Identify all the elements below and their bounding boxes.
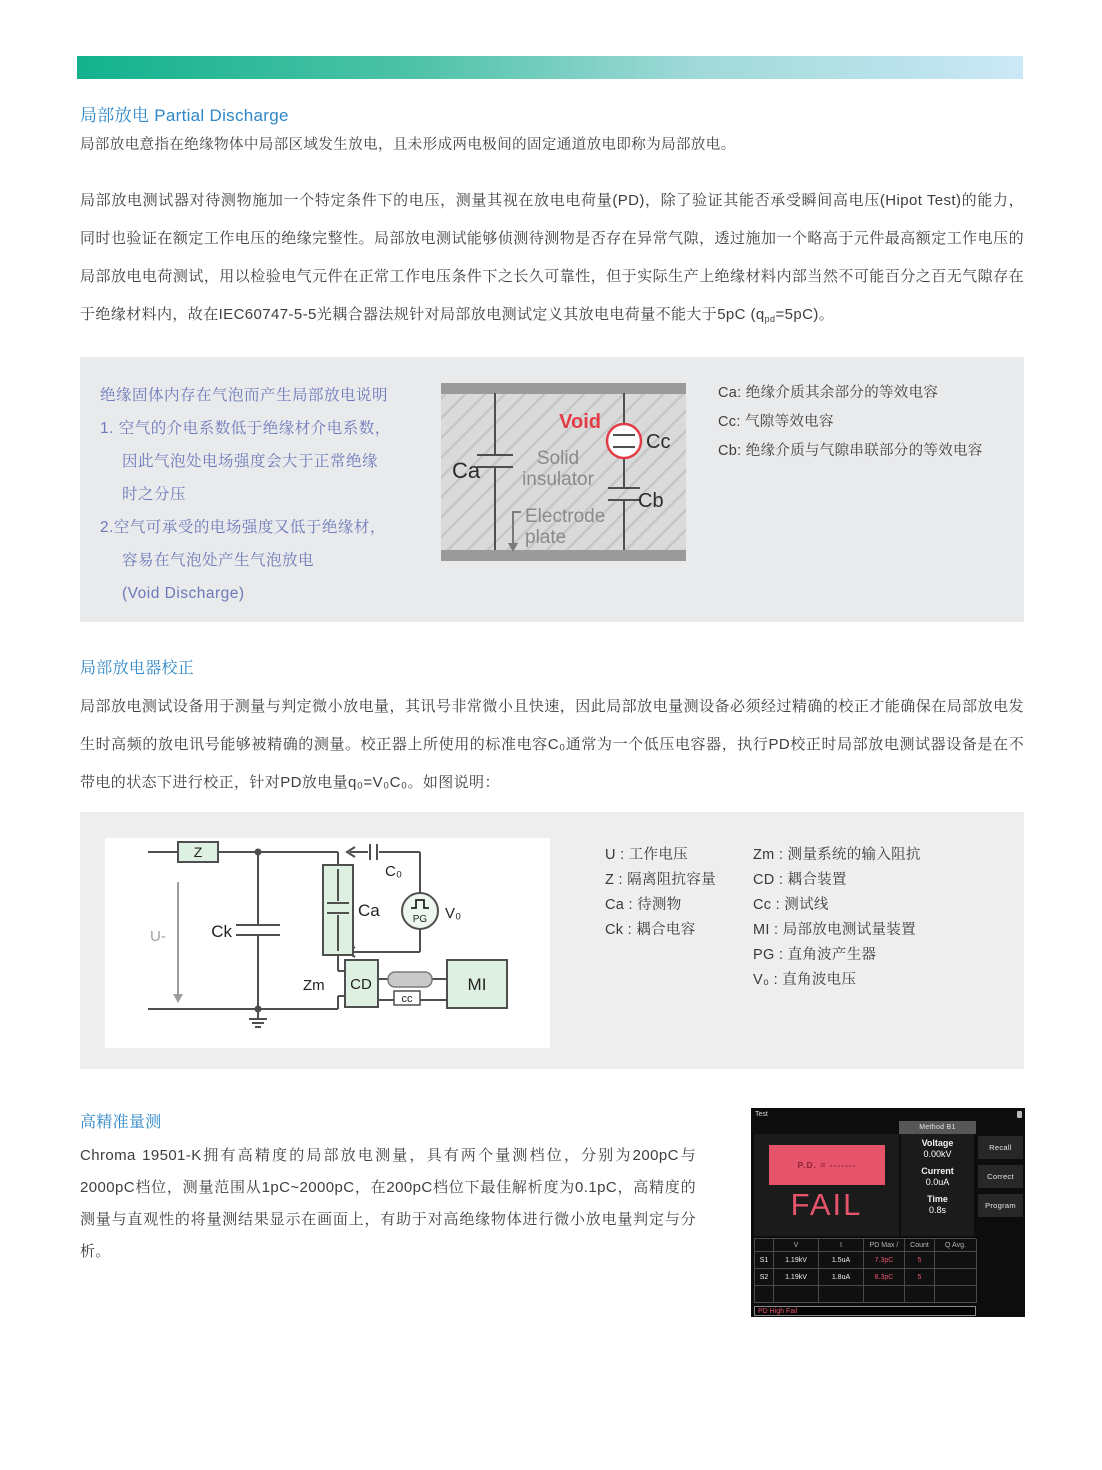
correct-button: Correct — [978, 1165, 1023, 1188]
time-readout — [927, 1194, 948, 1216]
v0-label: V₀ — [445, 905, 462, 922]
table-cell-v: 1.19kV — [774, 1252, 819, 1269]
table-cell-i: 1.8uA — [819, 1269, 864, 1286]
table-cell-count: 5 — [905, 1252, 935, 1269]
legend-line: Zm : 测量系统的输入阻抗 — [753, 847, 921, 863]
table-cell-v — [774, 1286, 819, 1303]
table-header: Count — [905, 1239, 935, 1252]
voltage-label: Voltage — [921, 1138, 954, 1148]
steps-result-table — [754, 1238, 976, 1303]
void-line: 1. 空气的介电系数低于绝缘材介电系数， — [100, 420, 391, 437]
fail-indicator: FAIL — [790, 1187, 863, 1222]
circuit-legend-column-1 — [605, 843, 716, 943]
cc-label: Cc — [646, 431, 671, 453]
zm-label: Zm — [303, 977, 325, 994]
table-header: I — [819, 1239, 864, 1252]
section-title-calibration: 局部放电器校正 — [80, 660, 195, 677]
void-capacitor-diagram — [438, 380, 690, 565]
void-explanation-text — [100, 379, 460, 610]
void-label: Void — [559, 411, 601, 433]
legend-line: Cc : 测试线 — [753, 897, 829, 913]
table-cell-step: S1 — [755, 1252, 774, 1269]
screen-corner-icon — [1017, 1111, 1022, 1118]
c0-label: C₀ — [385, 863, 403, 880]
pg-label: PG — [412, 914, 428, 925]
legend-line: PG : 直角波产生器 — [753, 947, 877, 963]
void-capacitance-legend — [718, 379, 983, 466]
legend-line-cc: Cc: 气隙等效电容 — [718, 414, 834, 430]
solid-insulator-label-1: Solid — [536, 448, 580, 469]
ck-label: Ck — [211, 922, 232, 941]
z-label: Z — [193, 844, 203, 860]
readouts-panel — [901, 1134, 974, 1236]
cc-label: cc — [401, 993, 413, 1005]
legend-line: Z : 隔离阻抗容量 — [605, 872, 716, 888]
table-header: Q Avg. — [935, 1239, 977, 1252]
junction-dot-bottom — [255, 1006, 262, 1013]
table-header: PD Max / — [864, 1239, 905, 1252]
pd-subscript: pd — [764, 314, 776, 324]
cd-label: CD — [350, 976, 372, 993]
mi-label: MI — [467, 975, 487, 994]
table-cell-qavg — [935, 1252, 977, 1269]
table-cell-qavg — [935, 1269, 977, 1286]
current-readout — [921, 1166, 954, 1188]
circuit-legend-column-2 — [753, 843, 921, 993]
calibration-circuit-diagram — [105, 838, 550, 1048]
legend-line: Ck : 耦合电容 — [605, 922, 696, 938]
table-cell-count — [905, 1286, 935, 1303]
current-value: 0.0uA — [925, 1177, 950, 1187]
void-discharge-panel — [80, 357, 1024, 622]
void-bubble-icon — [607, 424, 641, 458]
screen-title: Test — [755, 1111, 768, 1118]
legend-line: U : 工作电压 — [605, 847, 688, 863]
voltage-value: 0.00kV — [923, 1149, 952, 1159]
electrode-plate-top — [441, 383, 686, 394]
header-gradient-bar — [77, 56, 1023, 79]
legend-line: Ca : 待测物 — [605, 897, 682, 913]
method-tab: Method B1 — [899, 1121, 976, 1134]
device-screen-capture — [751, 1108, 1025, 1317]
pd-readout-text: P.D. = ------- — [797, 1160, 857, 1170]
void-line: 2.空气可承受的电场强度又低于绝缘材， — [100, 519, 386, 536]
calibration-panel — [80, 812, 1024, 1069]
legend-line: MI : 局部放电测试量装置 — [753, 922, 916, 938]
pd-readout-box — [769, 1145, 885, 1185]
current-label: Current — [921, 1166, 954, 1176]
pd-intro-paragraph: 局部放电意指在绝缘物体中局部区域发生放电，且未形成两电极间的固定通道放电即称为局部放电。 — [80, 137, 736, 153]
void-line: 绝缘固体内存在气泡而产生局部放电说明 — [100, 387, 389, 404]
legend-line: CD : 耦合装置 — [753, 872, 847, 888]
u-arrowhead-icon — [173, 994, 183, 1003]
table-cell-step: S2 — [755, 1269, 774, 1286]
legend-line-cb: Cb: 绝缘介质与气隙串联部分的等效电容 — [718, 443, 983, 459]
cb-label: Cb — [638, 490, 664, 512]
solid-insulator-label-2: insulator — [522, 469, 594, 490]
void-line: 因此气泡处电场强度会大于正常绝缘 — [122, 453, 379, 470]
pd-body-end: =5pC)。 — [775, 306, 835, 323]
status-bar: PD High Fail — [754, 1306, 976, 1316]
table-header — [755, 1239, 774, 1252]
void-line: (Void Discharge) — [122, 585, 245, 602]
table-cell-i — [819, 1286, 864, 1303]
table-cell-v: 1.19kV — [774, 1269, 819, 1286]
table-cell-pdmax: 7.3pC — [864, 1252, 905, 1269]
calibration-paragraph: 局部放电测试设备用于测量与判定微小放电量，其讯号非常微小且快速，因此局部放电量测设备必须经过精确的校正才能确保在局部放电发生时高频的放电讯号能够被精确的测量。校正器上所使用的标准电容C₀通常为一个低压电容器，执行PD校正时局部放电测试器设备是在不带电的状态下进行校正，针对PD放电量q₀=V₀C₀。如图说明： — [80, 698, 1024, 791]
pd-body-paragraph — [80, 182, 1024, 338]
junction-dot-top — [255, 849, 262, 856]
section-title-precision: 高精准量测 — [80, 1114, 162, 1131]
legend-line-ca: Ca: 绝缘介质其余部分的等效电容 — [718, 385, 939, 401]
program-button: Program — [978, 1194, 1023, 1217]
electrode-plate-label-1: Electrode — [525, 506, 606, 527]
void-line: 容易在气泡处产生气泡放电 — [122, 552, 315, 569]
table-cell-pdmax — [864, 1286, 905, 1303]
voltage-readout — [922, 1138, 954, 1160]
table-cell-qavg — [935, 1286, 977, 1303]
electrode-plate-label-2: plate — [525, 527, 567, 548]
table-cell-count: 5 — [905, 1269, 935, 1286]
pd-body-text: 局部放电测试器对待测物施加一个特定条件下的电压，测量其视在放电电荷量(PD)，除了验证其能否承受瞬间高电压(Hipot Test)的能力，同时也验证在额定工作电压的绝缘完整性。局部放电测试能够侦测待测物是否存在异常气隙，透过施加一个略高于元件最高额定工作电压的局部放电电荷测试，用以检验电气元件在正常工作电压条件下之长久可靠性，但于实际生产上绝缘材料内部当然不可能百分之百无气隙存在于绝缘材料内，故在IEC60747-5-5光耦合器法规针对局部放电测试定义其放电电荷量不能大于5pC (q — [80, 192, 1024, 323]
cable-cylinder-icon — [388, 972, 432, 987]
u-label: U- — [150, 928, 166, 945]
table-cell-i: 1.5uA — [819, 1252, 864, 1269]
table-header: V — [774, 1239, 819, 1252]
table-cell-pdmax: 8.3pC — [864, 1269, 905, 1286]
time-label: Time — [927, 1194, 948, 1204]
void-line: 时之分压 — [122, 486, 187, 503]
legend-line: V₀ : 直角波电压 — [753, 972, 857, 988]
measurement-panel — [754, 1134, 899, 1236]
section-title-partial-discharge: 局部放电 Partial Discharge — [80, 106, 289, 125]
recall-button: Recall — [978, 1136, 1023, 1159]
table-cell-step — [755, 1286, 774, 1303]
ca-label: Ca — [358, 901, 380, 920]
precision-paragraph: Chroma 19501-K拥有高精度的局部放电测量，具有两个量测档位，分别为200pC与2000pC档位，测量范围从1pC~2000pC，在200pC档位下最佳解析度为0.1pC，高精度的测量与直观性的将量测结果显示在画面上，有助于对高绝缘物体进行微小放电量判定与分析。 — [80, 1147, 696, 1260]
time-value: 0.8s — [928, 1205, 946, 1215]
ca-label: Ca — [452, 458, 481, 483]
electrode-plate-bottom — [441, 550, 686, 561]
